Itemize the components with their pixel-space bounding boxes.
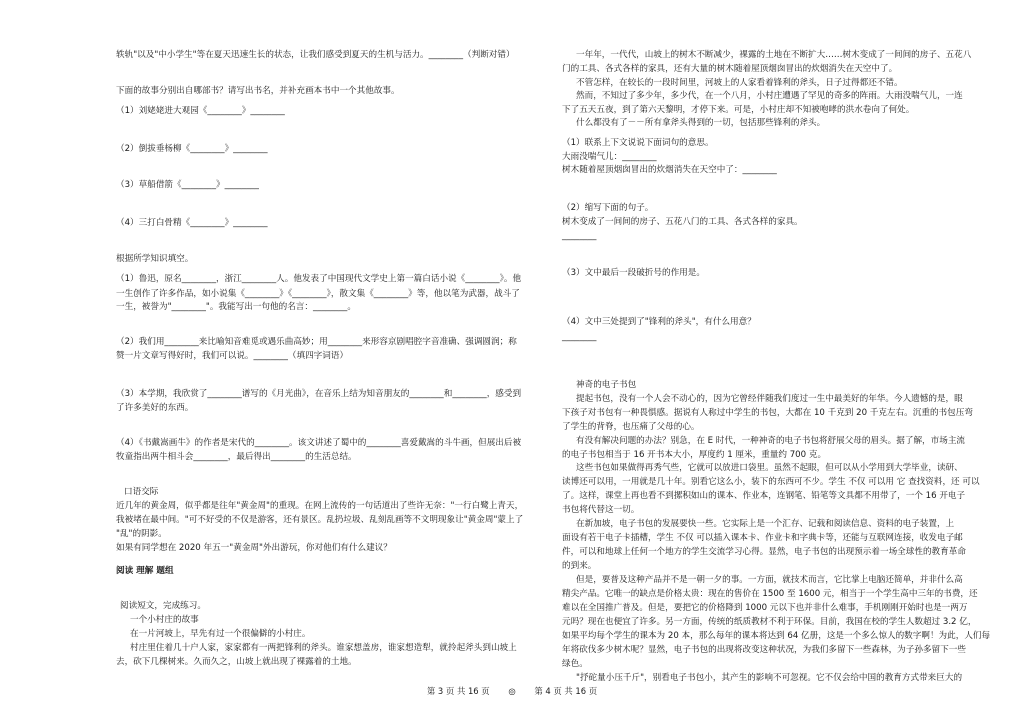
text-line: （3）草船借箭《________》________ [116, 180, 259, 190]
text-line: 大雨没喘气儿：________ [562, 152, 657, 162]
text-line: 一生，被誉为"________"。我能写出一句他的名言：________。 [116, 302, 356, 312]
text-line: 赞一片文章写得好时，我们可以说。________（填四字词语） [116, 351, 349, 361]
text-line: 精尖产品。它唯一的缺点是价格太贵：现在的售价在 1500 至 1600 元，相当于一个学生高中三年的书费，还 [562, 589, 978, 599]
text-line: 绿色。 [562, 659, 588, 669]
text-line: "乱"的阴影。 [116, 529, 167, 539]
text-line: 一年年，一代代，山坡上的树木不断减少，裸露的土地在不断扩大……树木变成了一间间的房子、五花八 [576, 50, 972, 60]
text-line: 一生创作了许多作品，如小说集《________》《________》，散文集《________》等，他以笔为武器，战斗了 [116, 289, 520, 299]
text-line: （3）本学期，我欣赏了________谱写的《月光曲》，在音乐上结为知音朋友的________和________，感受到 [116, 389, 522, 399]
text-line: 村庄里住着几十户人家，家家都有一两把锋利的斧头。谁家想盖房，谁家想造犁，就拎起斧头到山坡上 [130, 643, 517, 653]
text-line: （2）我们用________来比喻知音难觅或遇乐曲高妙；用________来形容京剧唱腔字音准确、强调圆润；称 [116, 337, 517, 347]
text-line: 了学生的背脊，也压痛了父母的心。 [562, 422, 700, 432]
text-line: 在一片河坡上，早先有过一个很偏僻的小村庄。 [130, 629, 311, 639]
text-line: 在新加坡，电子书包的发展要快一些。它实际上是一个汇存、记载和阅读信息、资料的电子装置，上 [576, 519, 955, 529]
text-line: （2）缩写下面的句子。 [562, 203, 654, 213]
text-line: 轶轨"以及"中小学生"等在夏天迅速生长的状态，让我们感受到夏天的生机与活力。________（判断对错） [116, 50, 515, 60]
text-line: 难以在全国推广普及。但是，要把它的价格降到 1000 元以下也并非什么难事，手机刚刚开始时也是一两万 [562, 603, 968, 613]
text-line: 门的工具、各式各样的家具，还有大量的树木随着屋顶烟囱冒出的炊烟消失在天空中了。 [562, 64, 898, 74]
text-line: 下了五天五夜，到了第六天黎明，才停下来。可是，小村庄却不知被咆哮的洪水卷向了何处。 [562, 105, 915, 115]
text-line: 读博还可以用，一用就是几十年。别看它这么小，装下的东西可不少。学生 不仅 可以用 它 查找资料，还 可以 [562, 477, 980, 487]
text-line: 什么都没有了－－所有拿斧头得到的一切，包括那些锋利的斧头。 [576, 118, 826, 128]
text-line: （2）倒拔垂杨柳《________》________ [116, 144, 268, 154]
question-prompt: 阅读短文，完成练习。 [120, 601, 206, 611]
text-line: 我被堵在最中间。"可不好受的不仅是游客，还有景区。乱扔垃圾、乱刻乱画等不文明现象让"黄金周"蒙上了 [116, 515, 524, 525]
text-line: 有没有解决问题的办法？别急，在 E 时代，一种神奇的电子书包将舒展父母的眉头。据了解，市场主流 [576, 436, 966, 446]
text-line: （4）三打白骨精《________》________ [116, 218, 268, 228]
text-line: 去，砍下几棵树来。久而久之，山坡上就出现了裸露着的土地。 [116, 657, 357, 667]
text-line: 但是，要普及这种产品并不是一朝一夕的事。一方面，就技术而言，它比掌上电脑还简单，并非什么高 [576, 575, 963, 585]
text-line: 书包将代替这一切。 [562, 505, 640, 515]
text-line: （1）刘姥姥进大观园《________》________ [116, 106, 285, 116]
text-line: 如果平均每个学生的课本为 20 本，那么每年的课本将达到 64 亿册，这是一个多么惊人的数字啊！为此，人们每 [562, 631, 991, 641]
text-line: 了许多美好的东西。 [116, 403, 194, 413]
text-line: 的到来。 [562, 561, 597, 571]
question-prompt: 下面的故事分别出自哪部书？请写出书名，并补充画本书中一个其他故事。 [116, 86, 400, 96]
text-line: 提起书包，没有一个人会不动心的，因为它曾经伴随我们度过一生中最美好的年华。今人遗憾的是，眼 [576, 394, 963, 404]
text-line: 这些书包如果做得再秀气些，它就可以放进口袋里。虽然不起眼，但可以从小学用到大学毕业，读研、 [576, 463, 963, 473]
text-line: （4）《书戴嵩画牛》的作者是宋代的________。该文讲述了蜀中的________喜爱戴嵩的斗牛画，但展出后被 [116, 438, 522, 448]
text-line: （1）鲁迅，原名________，浙江________人。他发表了中国现代文学史上第一篇白话小说《________》。他 [116, 274, 522, 284]
text-line: 如果有同学想在 2020 年五一"黄金周"外出游玩，你对他们有什么建议？ [116, 543, 392, 553]
text-line: 了。这样，课堂上再也看不到摞积如山的课本、作业本，连钢笔、铅笔等文具都不用带了，一个 16 开电子 [562, 491, 966, 501]
text-line: 件，可以和地球上任何一个地方的学生交流学习心得。显然，电子书包的出现预示着一场全球性的教育革命 [562, 547, 966, 557]
text-line: 元吗？现在也便宜了许多。另一方面，传统的纸质教材不利于环保。目前，我国在校的学生人数超过 3.2 亿， [562, 617, 977, 627]
left-page-number: 第 3 页 共 16 页 [426, 686, 490, 696]
text-line: 然而，不知过了多少年，多少代，在一个八月，小村庄遭遇了罕见的奇多的阵雨。大雨没喘气儿，一连 [576, 91, 963, 101]
text-line: 不管怎样，在较长的一段时间里，河坡上的人家看着锋利的斧头，日子过得都还不错。 [576, 78, 903, 88]
story-title: 神奇的电子书包 [576, 380, 637, 390]
text-line: （3）文中最后一段破折号的作用是。 [562, 268, 705, 278]
text-line: 年将砍伐多少树木呢？显然，电子书包的出现将改变这种状况，为我们多留下一些森林，为子孙多留下一些 [562, 645, 966, 655]
separator-icon: ◎ [508, 686, 516, 696]
text-line: （1）联系上下文说说下面词句的意思。 [562, 138, 714, 148]
text-line: 牧童指出两牛相斗会________，最后得出________的生活总结。 [116, 452, 357, 462]
page-footer [0, 685, 1024, 697]
answer-blank: ________ [562, 231, 597, 241]
answer-blank: ________ [562, 332, 597, 342]
text-line: 树木变成了一间间的房子、五花八门的工具、各式各样的家具。 [562, 217, 803, 227]
question-prompt: 根据所学知识填空。 [116, 254, 194, 264]
text-line: 树木随着屋顶烟囱冒出的炊烟消失在天空中了：________ [562, 165, 777, 175]
text-line: "抒砣量小压千斤"，别看电子书包小，其产生的影响不可忽视。它不仅会给中国的教育方式带来巨大的 [576, 673, 963, 683]
text-line: 面设有若干电子卡插槽，学生 不仅 可以插入课本卡、作业卡和字典卡等，还能与互联网连接，收发电子邮 [562, 533, 963, 543]
text-line: 的电子书包相当于 16 开书本大小，厚度约 1 厘米，重量约 700 克。 [562, 450, 827, 460]
section-heading: 阅读 理解 题组 [116, 566, 174, 576]
right-page-number: 第 4 页 共 16 页 [534, 686, 598, 696]
text-line: （4）文中三处提到了"锋利的斧头"，有什么用意？ [562, 317, 756, 327]
text-line: 近几年的黄金周，似乎都是往年"黄金周"的重现。在网上流传的一句话道出了些许无奈："一行白鹭上青天， [116, 501, 524, 511]
section-heading: 口语交际 [124, 487, 159, 497]
story-title: 一个小村庄的故事 [130, 615, 199, 625]
text-line: 下孩子对书包有一种畏惧感。据说有人称过中学生的书包，大都在 10 千克到 20 千克左右。沉重的书包压弯 [562, 408, 973, 418]
